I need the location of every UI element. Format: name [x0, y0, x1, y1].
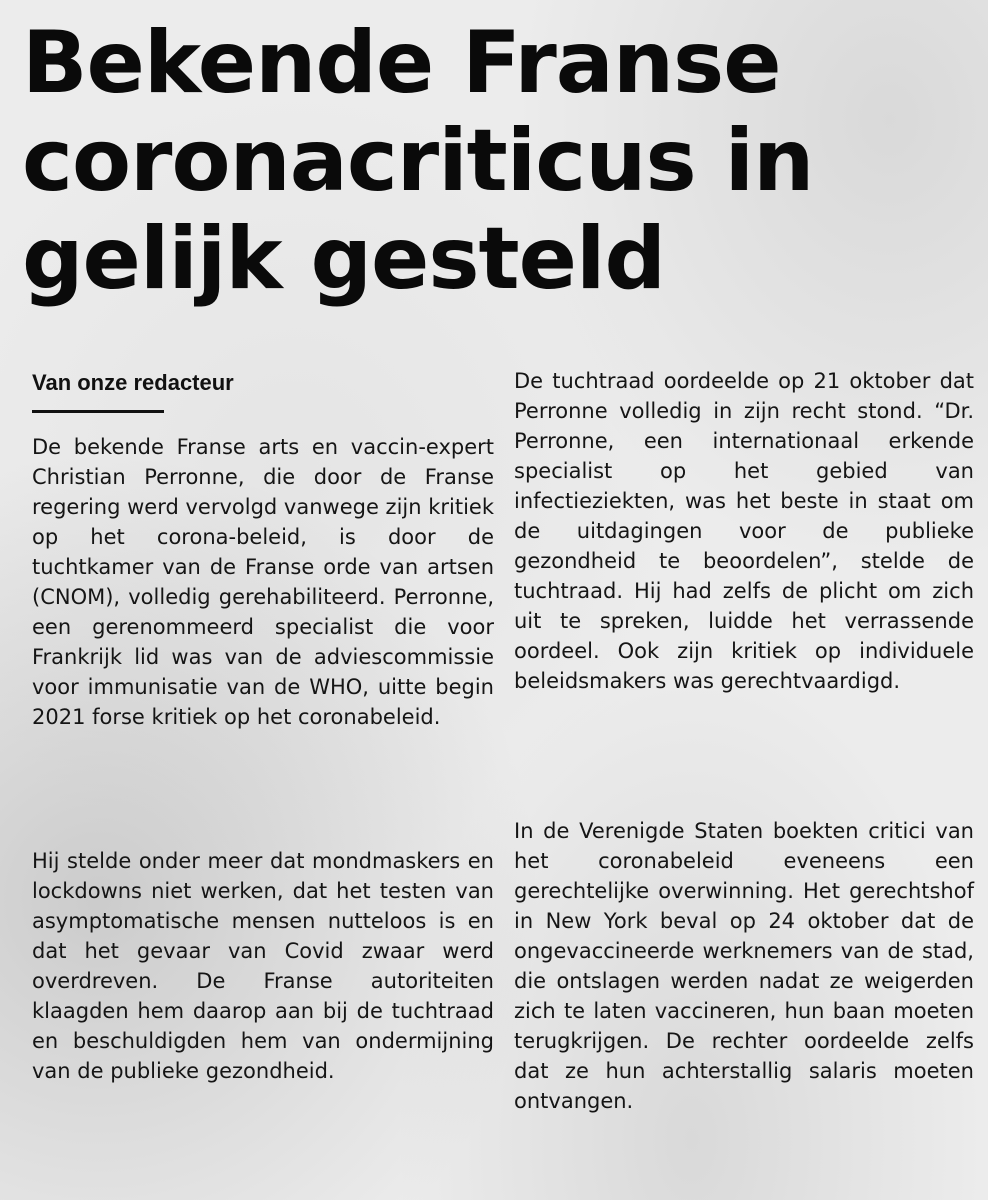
headline: Bekende Franse coronacriticus in gelijk gesteld	[22, 13, 814, 309]
byline-rule	[32, 410, 164, 413]
byline: Van onze redacteur	[32, 370, 234, 395]
paragraph-1: De bekende Franse arts en vaccin-expert Christian Perronne, die door de Franse regering werd vervolgd vanwege zijn kritiek op het corona-beleid, is door de tuchtkamer van de Franse orde van artsen (CNOM), volledig gerehabiliteerd. Perronne, een gerenommeerd specialist die voor Frankrijk lid was van de adviescommissie voor immunisatie van de WHO, uitte begin 2021 forse kritiek op het coronabeleid.	[32, 435, 494, 729]
paragraph-2: Hij stelde onder meer dat mondmaskers en lockdowns niet werken, dat het testen van asymptomatische mensen nutteloos is en dat het gevaar van Covid zwaar werd overdreven. De Franse autoriteiten klaagden hem daarop aan bij de tuchtraad en beschuldigden hem van ondermijning van de publieke gezondheid.	[32, 849, 494, 1083]
paragraph-4: In de Verenigde Staten boekten critici van het coronabeleid eveneens een gerechtelijke overwinning. Het gerechtshof in New York beval op 24 oktober dat de ongevaccineerde werknemers van de stad, die ontslagen werden nadat ze weigerden zich te laten vaccineren, hun baan moeten terugkrijgen. De rechter oordeelde zelfs dat ze hun achterstallig salaris moeten ontvangen.	[514, 819, 974, 1113]
paragraph-3: De tuchtraad oordeelde op 21 oktober dat Perronne volledig in zijn recht stond. “Dr. Perronne, een internationaal erkende specialist op het gebied van infectieziekten, was het beste in staat om de uitdagingen voor de publieke gezondheid te beoordelen”, stelde de tuchtraad. Hij had zelfs de plicht om zich uit te spreken, luidde het verrassende oordeel. Ook zijn kritiek op individuele beleidsmakers was gerechtvaardigd.	[514, 369, 974, 693]
